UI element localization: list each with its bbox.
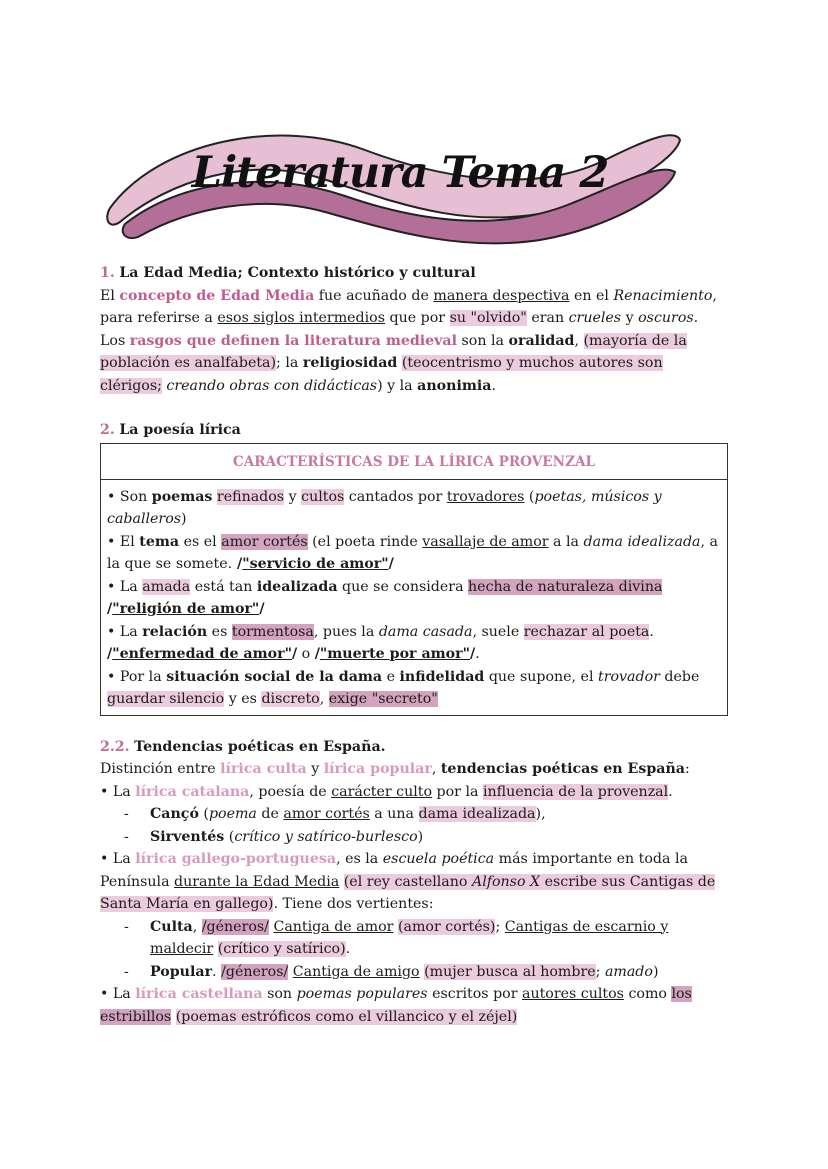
box-title: CARACTERÍSTICAS DE LA LÍRICA PROVENZAL bbox=[101, 444, 727, 480]
item-culta: - Culta, /géneros/ Cantiga de amor (amor cortés); Cantigas de escarnio y maldecir (crítico y satírico). bbox=[124, 918, 669, 957]
bullet-lirica-catalana: • La lírica catalana, poesía de carácter culto por la influencia de la provenzal. bbox=[100, 783, 673, 800]
bullet-poemas: • Son poemas refinados y cultos cantados por trovadores (poetas, músicos y caballeros) bbox=[107, 488, 662, 527]
bullet-lirica-castellana: • La lírica castellana son poemas populares escritos por autores cultos como los estribillos (poemas estróficos como el villancico y el zéjel) bbox=[100, 986, 692, 1025]
bullet-tema: • El tema es el amor cortés (el poeta rinde vasallaje de amor a la dama idealizada, a la que se somete. /"servicio de amor"/ bbox=[107, 533, 719, 572]
section-2-heading: 2. La poesía lírica bbox=[100, 422, 241, 438]
item-popular: - Popular. /géneros/ Cantiga de amigo (mujer busca al hombre; amado) bbox=[124, 963, 659, 980]
document-body bbox=[100, 262, 728, 1028]
lirica-provenzal-box bbox=[100, 443, 728, 716]
section-1-heading: 1. La Edad Media; Contexto histórico y cultural bbox=[100, 265, 476, 281]
item-canco: - Cançó (poema de amor cortés a una dama idealizada), bbox=[124, 806, 546, 822]
bullet-relacion: • La relación es tormentosa, pues la dama casada, suele rechazar al poeta. /"enfermedad de amor"/ o /"muerte por amor"/. bbox=[107, 623, 654, 662]
bullet-amada: • La amada está tan idealizada que se considera hecha de naturaleza divina /"religión de amor"/ bbox=[107, 578, 663, 617]
bullet-situacion: • Por la situación social de la dama e infidelidad que supone, el trovador debe guardar silencio y es discreto, exige "secreto" bbox=[107, 668, 700, 707]
paragraph-rasgos: Los rasgos que definen la literatura medieval son la oralidad, (mayoría de la población es analfabeta); la religiosidad (teocentrismo y muchos autores son clérigos; creando obras con didácticas) y la anonimia. bbox=[100, 332, 687, 394]
item-sirventes: - Sirventés (crítico y satírico-burlesco) bbox=[124, 828, 424, 845]
paragraph-edad-media: El concepto de Edad Media fue acuñado de manera despectiva en el Renacimiento, para referirse a esos siglos intermedios que por su "olvido" eran crueles y oscuros. bbox=[100, 287, 717, 326]
paragraph-distincion: Distinción entre lírica culta y lírica popular, tendencias poéticas en España: bbox=[100, 761, 690, 777]
bullet-lirica-gallego-portuguesa: • La lírica gallego-portuguesa, es la escuela poética más importante en toda la Península durante la Edad Media (el rey castellano Alfonso X escribe sus Cantigas de Santa María en gallego). Tiene dos vertientes: bbox=[100, 851, 716, 912]
section-2-2-heading: 2.2. Tendencias poéticas en España. bbox=[100, 738, 386, 755]
page-title: Literatura Tema 2 bbox=[191, 148, 609, 198]
